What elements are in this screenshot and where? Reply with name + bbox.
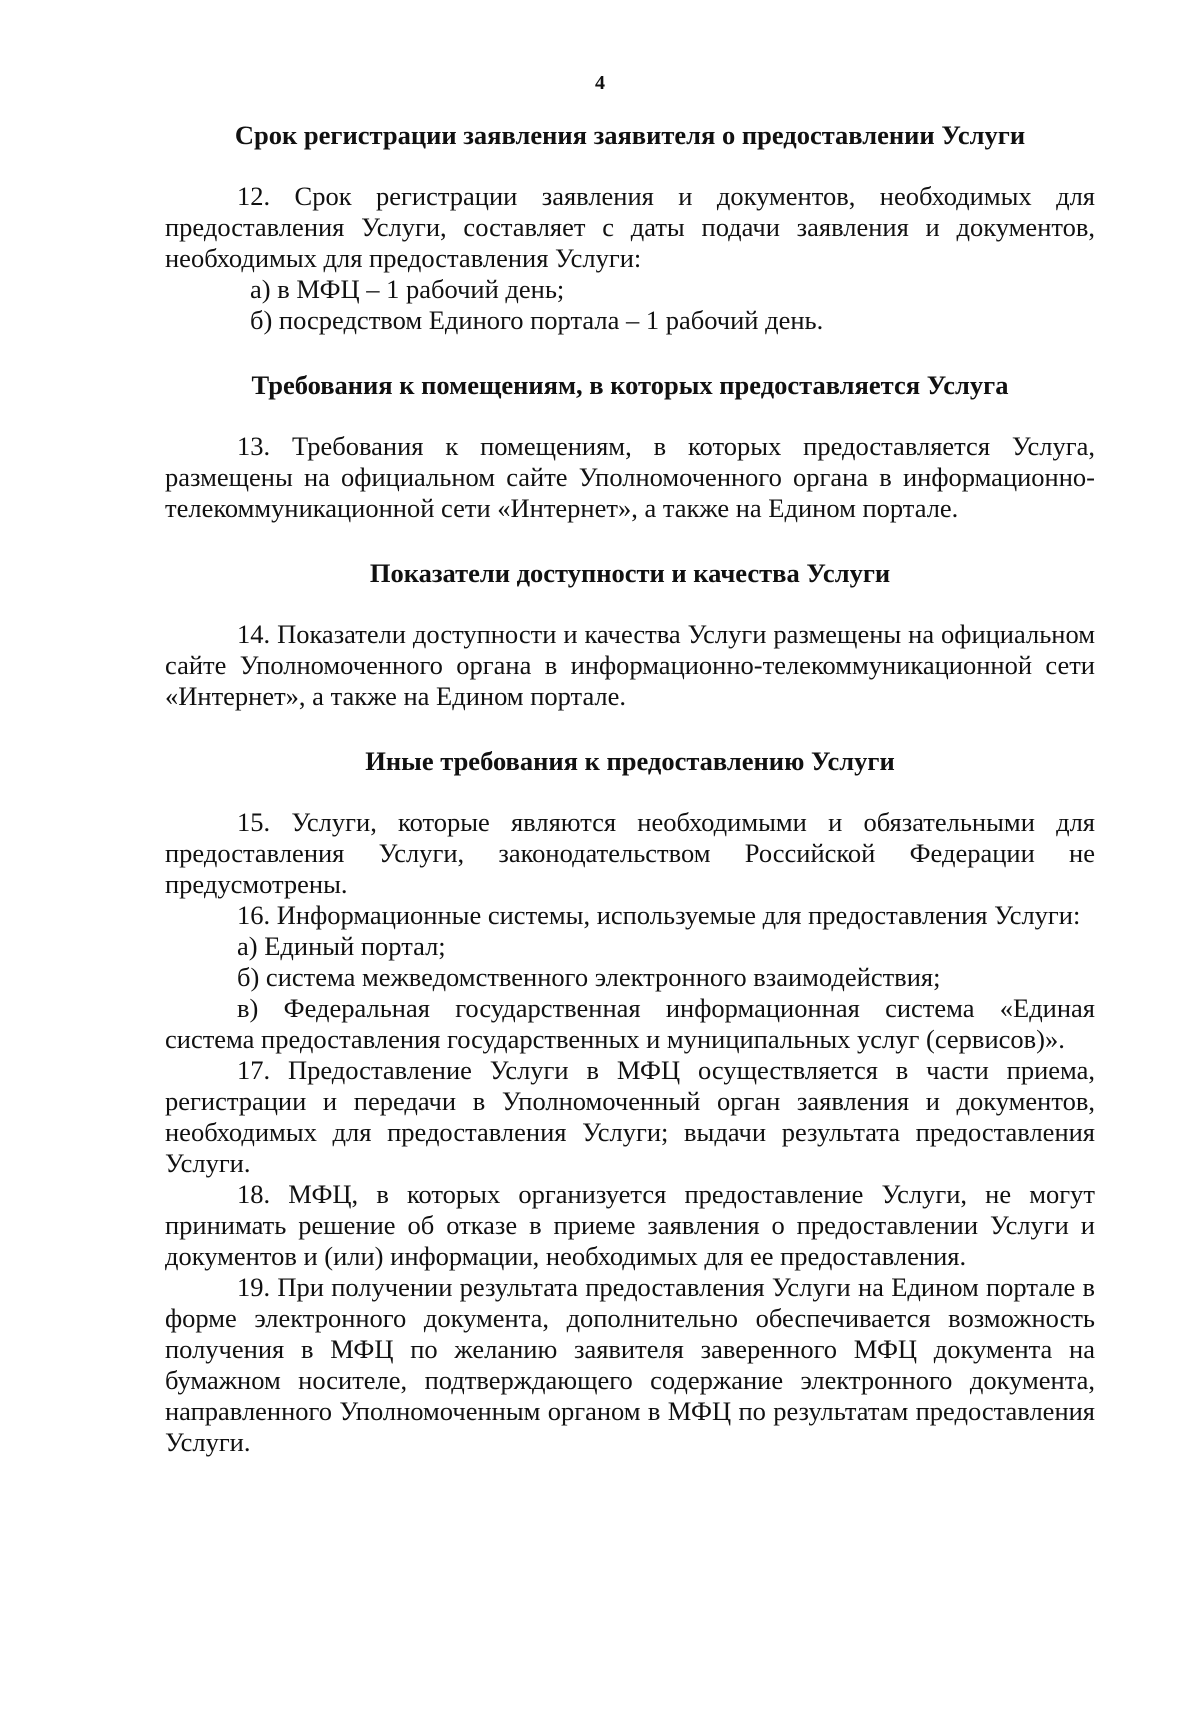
- list-item-12b: б) посредством Единого портала – 1 рабочий день.: [250, 305, 824, 335]
- paragraph-14: 14. Показатели доступности и качества Услуги размещены на официальном сайте Уполномоченного органа в информационно-телекоммуникационной сети «Интернет», а также на Едином портале.: [165, 619, 1095, 711]
- list-item-12a: а) в МФЦ – 1 рабочий день;: [250, 274, 565, 304]
- section-heading-other-requirements: Иные требования к предоставлению Услуги: [365, 746, 895, 776]
- page-number: 4: [595, 72, 605, 94]
- paragraph-13: 13. Требования к помещениям, в которых предоставляется Услуга, размещены на официальном сайте Уполномоченного органа в информационно-телекоммуникационной сети «Интернет», а также на Едином портале.: [165, 431, 1095, 523]
- paragraph-15: 15. Услуги, которые являются необходимыми и обязательными для предоставления Услуги, законодательством Российской Федерации не предусмотрены.: [165, 807, 1095, 899]
- section-heading-premises-requirements: Требования к помещениям, в которых предоставляется Услуга: [251, 370, 1009, 400]
- list-item-16b: б) система межведомственного электронного взаимодействия;: [237, 962, 941, 992]
- section-heading-quality-indicators: Показатели доступности и качества Услуги: [369, 558, 891, 588]
- paragraph-16: 16. Информационные системы, используемые для предоставления Услуги:: [237, 900, 1081, 930]
- paragraph-17: 17. Предоставление Услуги в МФЦ осуществляется в части приема, регистрации и передачи в Уполномоченный орган заявления и документов, необходимых для предоставления Услуги; выдачи результата предоставления Услуги.: [165, 1055, 1095, 1178]
- section-heading-registration-term: Срок регистрации заявления заявителя о предоставлении Услуги: [234, 120, 1026, 150]
- document-body: [165, 120, 1095, 1458]
- list-item-16a: а) Единый портал;: [237, 931, 446, 961]
- paragraph-18: 18. МФЦ, в которых организуется предоставление Услуги, не могут принимать решение об отказе в приеме заявления о предоставлении Услуги и документов и (или) информации, необходимых для ее предоставления.: [165, 1179, 1095, 1271]
- paragraph-19: 19. При получении результата предоставления Услуги на Едином портале в форме электронного документа, дополнительно обеспечивается возможность получения в МФЦ по желанию заявителя заверенного МФЦ документа на бумажном носителе, подтверждающего содержание электронного документа, направленного Уполномоченным органом в МФЦ по результатам предоставления Услуги.: [165, 1272, 1095, 1457]
- paragraph-12: 12. Срок регистрации заявления и документов, необходимых для предоставления Услуги, составляет с даты подачи заявления и документов, необходимых для предоставления Услуги:: [165, 181, 1095, 273]
- list-item-16c: в) Федеральная государственная информационная система «Единая система предоставления государственных и муниципальных услуг (сервисов)».: [165, 993, 1095, 1054]
